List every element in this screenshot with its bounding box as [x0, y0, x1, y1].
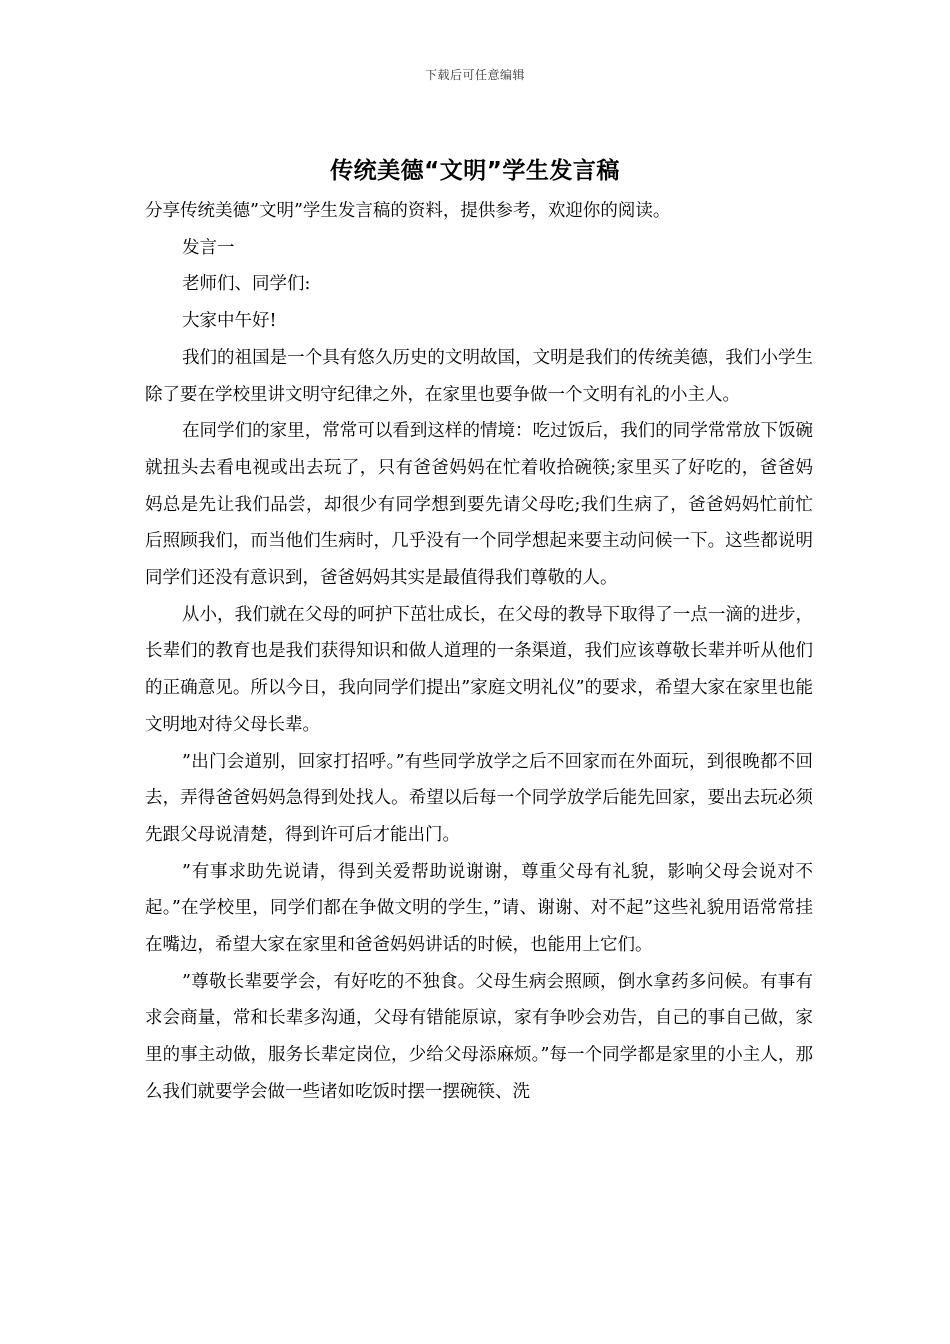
- paragraph-intro: 分享传统美德”文明”学生发言稿的资料，提供参考，欢迎你的阅读。: [145, 201, 671, 221]
- paragraph: 从小，我们就在父母的呵护下茁壮成长，在父母的教导下取得了一点一滴的进步，长辈们的教育也是我们获得知识和做人道理的一条渠道，我们应该尊敬长辈并听从他们的正确意见。所以今日，我向同学们提出”家庭文明礼仪”的要求，希望大家在家里也能文明地对待父母长辈。: [145, 604, 813, 735]
- page-title: 传统美德“文明”学生发言稿: [330, 158, 620, 184]
- paragraph: 在同学们的家里，常常可以看到这样的情境：吃过饭后，我们的同学常常放下饭碗就扭头去看电视或出去玩了，只有爸爸妈妈在忙着收拾碗筷;家里买了好吃的，爸爸妈妈总是先让我们品尝，却很少有同学想到要先请父母吃;我们生病了，爸爸妈妈忙前忙后照顾我们，而当他们生病时，几乎没有一个同学想起来要主动问候一下。这些都说明同学们还没有意识到，爸爸妈妈其实是最值得我们尊敬的人。: [145, 421, 813, 589]
- paragraph-speech-label: 发言一: [182, 237, 235, 258]
- paragraph: ”出门会道别，回家打招呼。”有些同学放学之后不回家而在外面玩，到很晚都不回去，弄得爸爸妈妈急得到处找人。希望以后每一个同学放学后能先回家，要出去玩必须先跟父母说清楚，得到许可后才能出门。: [145, 751, 813, 845]
- body-text: [145, 193, 813, 1111]
- paragraph: ”有事求助先说请，得到关爱帮助说谢谢，尊重父母有礼貌，影响父母会说对不起。”在学校里，同学们都在争做文明的学生，”请、谢谢、对不起”这些礼貌用语常常挂在嘴边，希望大家在家里和爸爸妈妈讲话的时候，也能用上它们。: [145, 861, 813, 956]
- header-note: 下载后可任意编辑: [424, 68, 525, 82]
- paragraph-greeting: 大家中午好!: [182, 311, 277, 332]
- paragraph: ”尊敬长辈要学会，有好吃的不独食。父母生病会照顾，倒水拿药多问候。有事有求会商量，常和长辈多沟通，父母有错能原谅，家有争吵会劝告，自己的事自己做，家里的事主动做，服务长辈定岗位，少给父母添麻烦。”每一个同学都是家里的小主人，那么我们就要学会做一些诸如吃饭时摆一摆碗筷、洗: [145, 971, 813, 1102]
- paragraph: 我们的祖国是一个具有悠久历史的文明故国，文明是我们的传统美德，我们小学生除了要在学校里讲文明守纪律之外，在家里也要争做一个文明有礼的小主人。: [145, 347, 813, 405]
- paragraph-salutation: 老师们、同学们:: [182, 274, 311, 295]
